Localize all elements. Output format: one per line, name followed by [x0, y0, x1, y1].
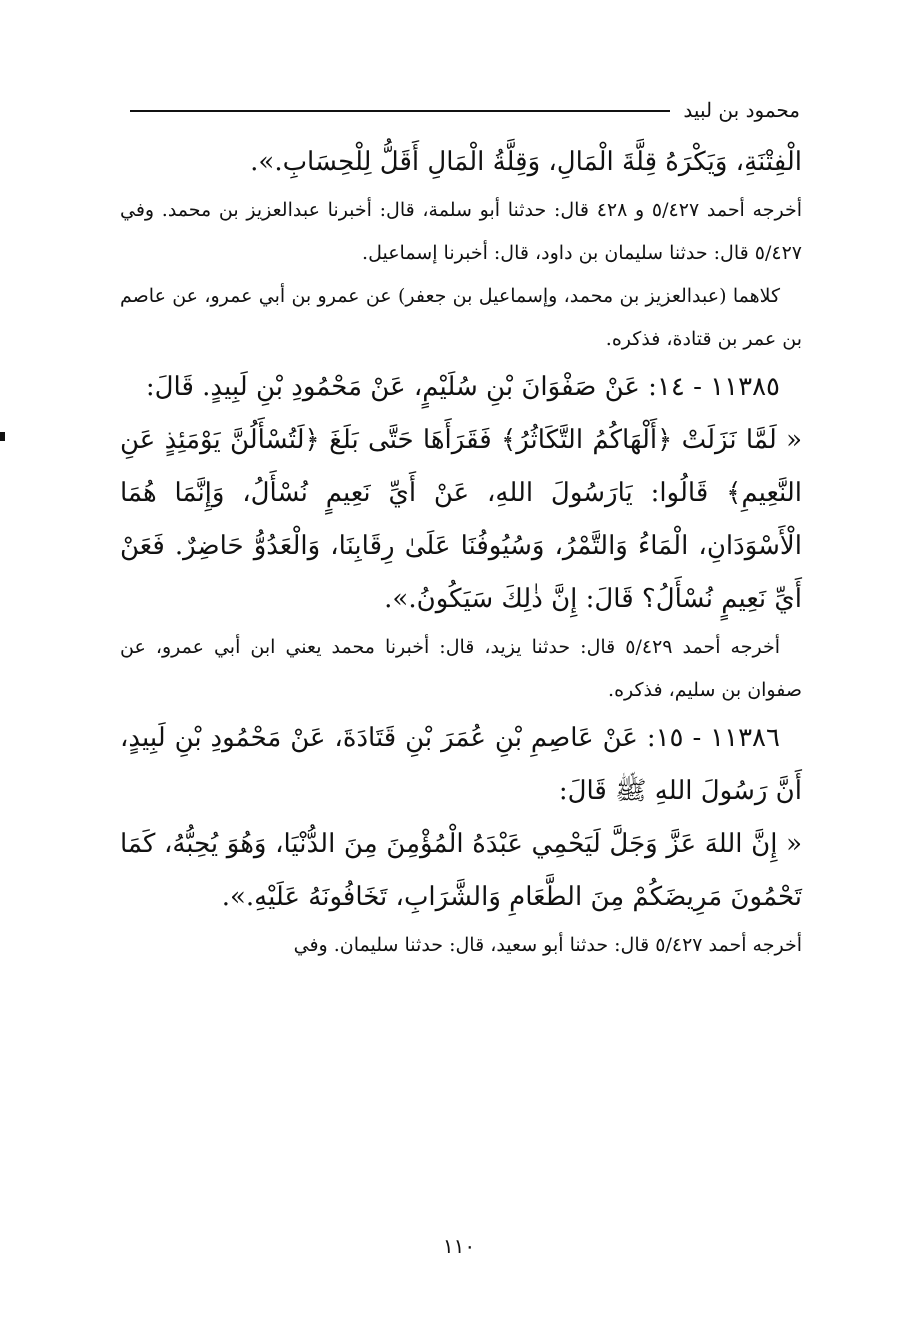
takhrij-note: أخرجه أحمد ٥/٤٢٧ قال: حدثنا أبو سعيد، قال: حدثنا سليمان. وفي	[293, 934, 802, 956]
hadith-continuation: الْفِتْنَةِ، وَيَكْرَهُ قِلَّةَ الْمَالِ، وَقِلَّةُ الْمَالِ أَقَلُّ لِلْحِسَابِ.».	[250, 147, 802, 177]
takhrij-note: كلاهما (عبدالعزيز بن محمد، وإسماعيل بن جعفر) عن عمرو بن أبي عمرو، عن عاصم بن عمر بن قتادة، فذكره.	[120, 285, 802, 350]
hadith-text: « إِنَّ اللهَ عَزَّ وَجَلَّ لَيَحْمِي عَبْدَهُ الْمُؤْمِنَ مِنَ الدُّنْيَا، وَهُوَ يُحِبُّهُ، كَمَا تَحْمُونَ مَرِيضَكُمْ مِنَ الطَّعَامِ وَالشَّرَابِ، تَخَافُونَهُ عَلَيْهِ.».	[120, 829, 802, 912]
hadith-heading: ١١٣٨٦ - ١٥: عَنْ عَاصِمِ بْنِ عُمَرَ بْنِ قَتَادَةَ، عَنْ مَحْمُودِ بْنِ لَبِيدٍ، أَنَّ رَسُولَ اللهِ ﷺ قَالَ:	[120, 723, 802, 806]
takhrij-note: أخرجه أحمد ٥/٤٢٩ قال: حدثنا يزيد، قال: أخبرنا محمد يعني ابن أبي عمرو، عن صفوان بن سليم، فذكره.	[120, 636, 802, 701]
header-rule	[130, 110, 670, 112]
page-number: ١١٠	[442, 1234, 476, 1258]
takhrij-note: أخرجه أحمد ٥/٤٢٧ و ٤٢٨ قال: حدثنا أبو سلمة، قال: أخبرنا عبدالعزيز بن محمد. وفي ٥/٤٢٧ قال: حدثنا سليمان بن داود، قال: أخبرنا إسماعيل.	[120, 199, 802, 264]
page-body	[120, 136, 802, 967]
running-header-title: محمود بن لبيد	[683, 98, 800, 122]
hadith-text: « لَمَّا نَزَلَتْ ﴿أَلْهَاكُمُ التَّكَاثُرُ﴾ فَقَرَأَهَا حَتَّى بَلَغَ ﴿لَتُسْأَلُنَّ يَوْمَئِذٍ عَنِ النَّعِيمِ﴾ قَالُوا: يَارَسُولَ اللهِ، عَنْ أَيِّ نَعِيمٍ نُسْأَلُ، وَإِنَّمَا هُمَا الْأَسْوَدَانِ، الْمَاءُ وَالتَّمْرُ، وَسُيُوفُنَا عَلَىٰ رِقَابِنَا، وَالْعَدُوُّ حَاضِرٌ. فَعَنْ أَيِّ نَعِيمٍ نُسْأَلُ؟ قَالَ: إِنَّ ذٰلِكَ سَيَكُونُ.».	[120, 425, 802, 614]
hadith-heading: ١١٣٨٥ - ١٤: عَنْ صَفْوَانَ بْنِ سُلَيْمٍ، عَنْ مَحْمُودِ بْنِ لَبِيدٍ. قَالَ:	[145, 372, 780, 402]
running-header	[130, 96, 800, 136]
scan-edge-mark	[0, 432, 5, 441]
